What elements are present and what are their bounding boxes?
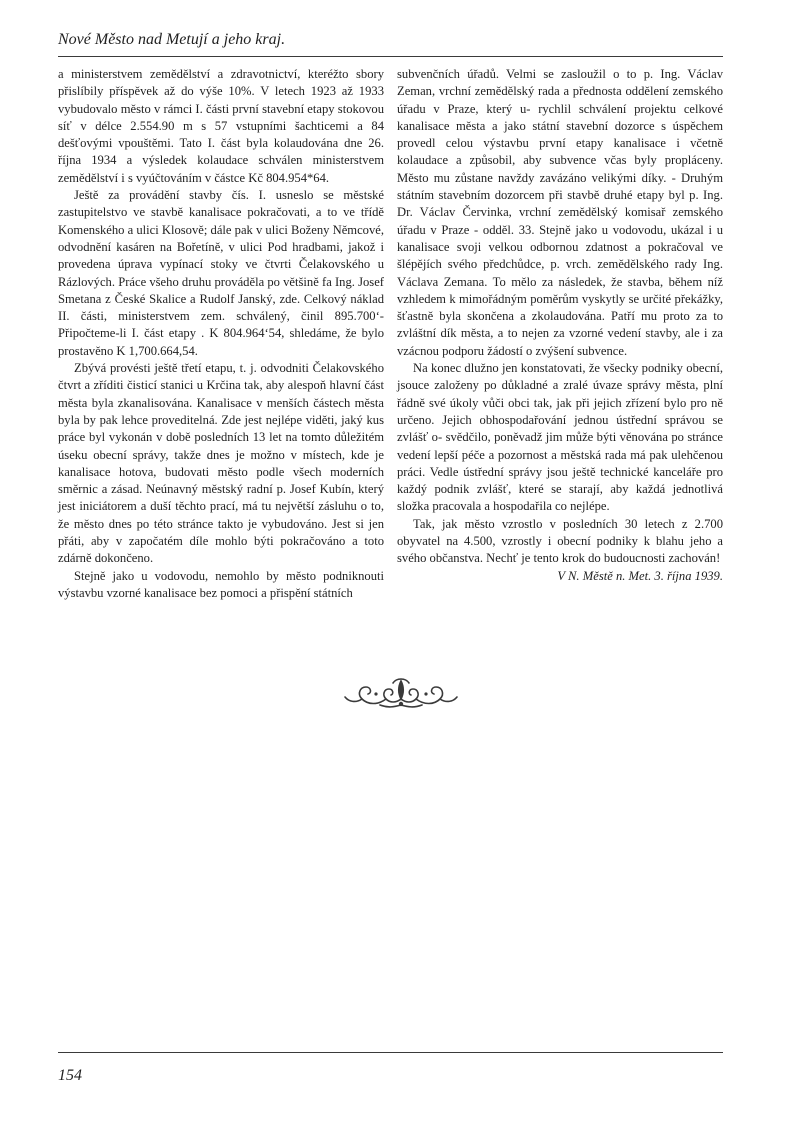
- signature-line: V N. Městě n. Met. 3. října 1939.: [557, 568, 723, 583]
- paragraph: Tak, jak město vzrostlo v posledních 30 letech z 2.700 obyvatel na 4.500, vzrostly i obecní podniky k blahu jeho a svého občanstva. Nechť je tento krok do budoucnosti zachován!: [397, 516, 723, 566]
- paragraph: subvenčních úřadů. Velmi se zasloužil o to p. Ing. Václav Zeman, vrchní zemědělský rada a přednosta oddělení zemského úřadu v Praze, který u- rychlil schválení projektu celkové kanalisace města a jako státní stavební dozorce s úspěchem provedl celou výstavbu první etapy kanalisace i včetně kolaudace a způsobil, aby subvence včas byly propláceny. Město mu zůstane navždy zavázáno velikými díky. - Druhým státním stavebním dozorcem při stavbě druhé etapy byl p. Ing. Dr. Václav Červinka, vrchní zemědělský komisař zemského úřadu v Praze - odděl. 33. Stejně jako u vodovodu, ukázal i u kanalisace svoji velkou odbornou zdatnost a pokračoval ve šlépějích svého předchůdce, p. vrch. zemědělského rady Ing. Václava Zemana. To mělo za následek, že stavba, během níž vzhledem k mimořádným poměrům vyskytly se určité překážky, šťastně byla skončena a zkolaudována. Patří mu proto za to zvláštní dík města, a to nejen za vzorné vedení stavby, ale i za vzácnou podporu žádostí o zvýšení subvence.: [397, 67, 723, 358]
- running-title: Nové Město nad Metují a jeho kraj.: [58, 31, 286, 48]
- floral-ornament-icon: [340, 675, 462, 711]
- right-column: [397, 66, 723, 585]
- header-rule: [58, 56, 723, 57]
- left-column: [58, 66, 384, 602]
- paragraph: Ještě za provádění stavby čís. I. usneslo se městské zastupitelstvo ve stavbě kanalisace pokračovati, a to ve třídě Komenského a ulici Klosově; dále pak v ulici Boženy Němcové, odvodnění kasáren na Bořetíně, v ulici Pod hradbami, jakož i provedena úprava vypínací stoky ve čtvrti Čelakovského u Rázlových. Práce všeho druhu prováděla po většině fa Ing. Josef Smetana z České Skalice a Rudolf Janský, zde. Celkový náklad II. části, ministerstvem zem. schválený, činil 895.700‘- Připočteme-li I. část etapy . K 804.964‘54, shledáme, že bylo prostavěno K 1,700.664,54.: [58, 188, 384, 358]
- page-number: 154: [58, 1067, 82, 1084]
- paragraph: Zbývá provésti ještě třetí etapu, t. j. odvodniti Čelakovského čtvrt a zříditi čisticí stanici u Krčina tak, aby alespoň hlavní část města byla zkanalisována. Kanalisace v menších částech města byla by pak lehce proveditelná. Zde jest nejlépe viděti, jaký kus práce byl vykonán v době posledních 13 let na tomto důležitém úseku obecní správy, takže dnes je možno v místech, kde je kanalisace hotova, budovati město podle všech moderních směrnic a zásad. Neúnavný městský radní p. Josef Kubín, který jest iniciátorem a duší těchto prací, má tu největší zásluhu o to, že město dnes po této stránce takto je vybudováno. Jest si jen přáti, aby v započatém díle mohlo býti pokračováno a toto zdárně dokončeno.: [58, 361, 384, 566]
- paragraph: a ministerstvem zemědělství a zdravotnictví, kteréžto sbory přislíbily příspěvek až do výše 10%. V letech 1923 až 1933 vybudovalo město v rámci I. části první stavební etapy stokovou síť v délce 2.554.90 m s 57 vstupními šachticemi a 84 dešťovými vpouštěmi. Tato I. část byla kolaudována dne 26. října 1934 a výsledek kolaudace schválen ministerstvem zemědělství i s vyúčtováním v částce Kč 804.954*64.: [58, 67, 384, 185]
- paragraph: Na konec dlužno jen konstatovati, že všecky podniky obecní, jsouce založeny po důkladné a zralé úvaze správy města, plní řádně své úkoly vůči obci tak, jak při jejich zřízení bylo pro ně určeno. Jejich obhospodařování jednou ústřední správou se zvlášť o- svědčilo, poněvadž jim může býti věnována po stránce vedení lepší péče a pozornost a městská rada má pak ulehčenou práci. Vedle ústřední správy jsou ještě technické kanceláře pro každý podnik zvlášť, které se starají, aby každá jednotlivá složka pracovala a hospodařila co nejlépe.: [397, 361, 723, 514]
- paragraph: Stejně jako u vodovodu, nemohlo by město podniknouti výstavbu vzorné kanalisace bez pomoci a přispění státních: [58, 568, 384, 600]
- footer-rule: [58, 1052, 723, 1053]
